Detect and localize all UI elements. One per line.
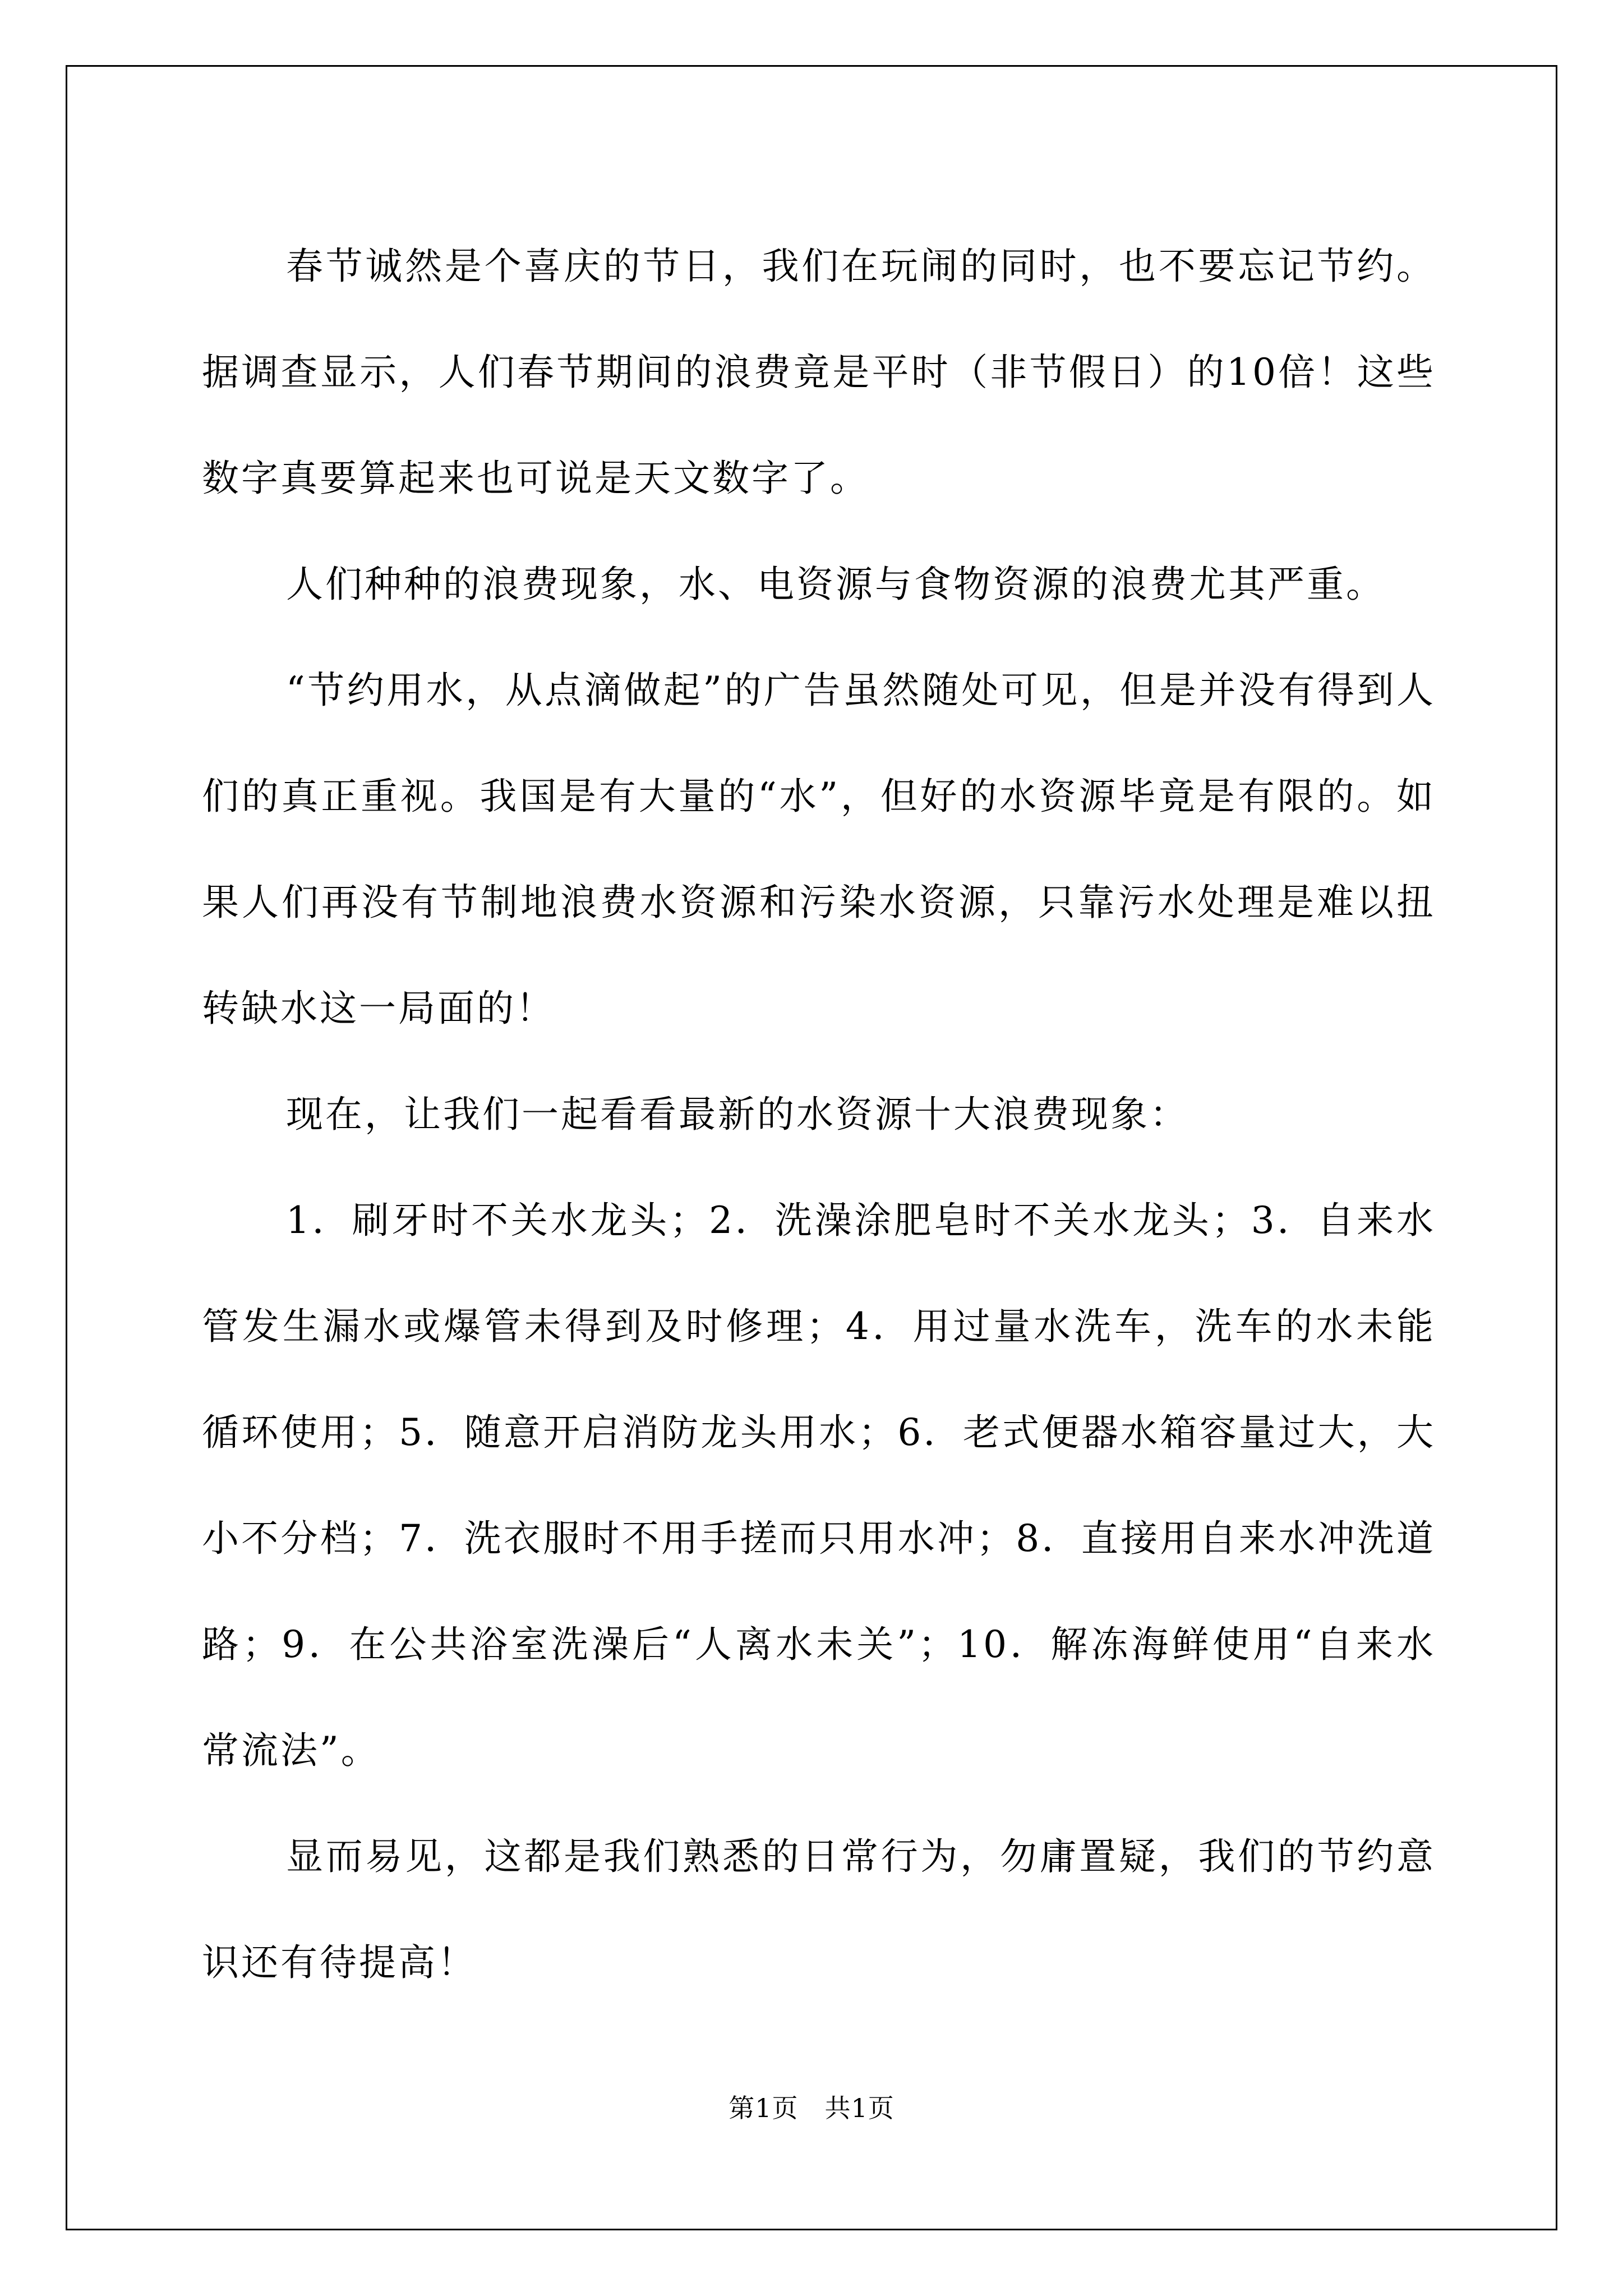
paragraph: 现在，让我们一起看看最新的水资源十大浪费现象： bbox=[286, 1093, 1189, 1136]
paragraph: 春节诚然是个喜庆的节日，我们在玩闹的同时，也不要忘记节约。据调查显示，人们春节期间的浪费竟是平时（非节假日）的10倍！这些数字真要算起来也可说是天文数字了。 bbox=[202, 245, 1436, 500]
paragraph: 显而易见，这都是我们熟悉的日常行为，勿庸置疑，我们的节约意识还有待提高！ bbox=[202, 1835, 1436, 1984]
paragraph: 人们种种的浪费现象，水、电资源与食物资源的浪费尤其严重。 bbox=[286, 563, 1385, 606]
paragraph: “节约用水，从点滴做起”的广告虽然随处可见，但是并没有得到人们的真正重视。我国是有大量的“水”，但好的水资源毕竟是有限的。如果人们再没有节制地浪费水资源和污染水资源，只靠污水处理是难以扭转缺水这一局面的！ bbox=[202, 669, 1436, 1030]
paragraph: 1．刷牙时不关水龙头；2．洗澡涂肥皂时不关水龙头；3．自来水管发生漏水或爆管未得到及时修理；4．用过量水洗车，洗车的水未能循环使用；5．随意开启消防龙头用水；6．老式便器水箱容量过大，大小不分档；7．洗衣服时不用手搓而只用水冲；8．直接用自来水冲洗道路；9．在公共浴室洗澡后“人离水未关”；10．解冻海鲜使用“自来水常流法”。 bbox=[202, 1199, 1436, 1772]
document-body bbox=[202, 213, 1436, 2016]
page-number-footer: 第1页 共1页 bbox=[728, 2093, 895, 2123]
